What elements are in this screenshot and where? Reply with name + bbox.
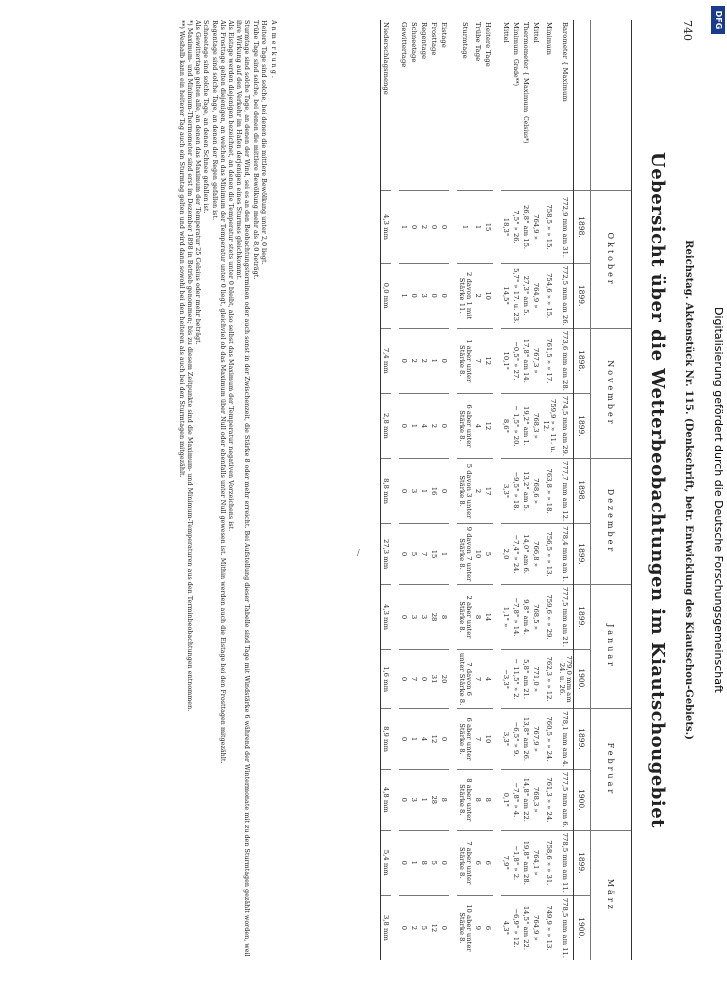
table-cell: 2 — [473, 263, 483, 328]
running-header — [674, 20, 698, 960]
year-header: 1899. — [574, 263, 591, 328]
month-header-row — [591, 20, 632, 960]
table-cell: 8,9 mm — [381, 709, 392, 770]
table-cell: 8 — [439, 769, 449, 830]
row-label-text: Frosttage — [430, 22, 438, 56]
row-label-text: Minimum — [545, 22, 553, 55]
table-cell: 756,5 » » 13. — [541, 524, 557, 585]
row-label: Thermometer { MaximumCelsius*) — [522, 22, 530, 144]
table-row — [511, 20, 521, 960]
table-cell: 20 — [439, 650, 449, 709]
row-label-text: Trübe Tage — [474, 22, 482, 62]
page-number: 740 — [681, 20, 694, 41]
table-cell: 777,5 mm am 21. — [557, 584, 574, 649]
table-cell: 8,6° — [501, 393, 511, 458]
table-cell: 4 — [419, 393, 429, 458]
table-cell: 768,6 » — [531, 459, 541, 524]
table-cell: 12 — [483, 328, 493, 393]
table-cell: 6 aber unter Stärke 8. — [457, 393, 473, 458]
table-cell: 1 — [457, 191, 473, 263]
month-header: Dezember — [591, 459, 632, 585]
table-cell: 7,9° — [501, 830, 511, 895]
table-cell: 764,9 » — [531, 895, 541, 960]
year-header: 1899. — [574, 709, 591, 770]
table-cell: 759,9 » » 11. u. 12. — [541, 393, 557, 458]
year-header: 1899. — [574, 393, 591, 458]
table-cell: 772,5 mm am 26. — [557, 263, 574, 328]
table-cell: −3,3° — [501, 650, 511, 709]
table-cell: 0 — [439, 191, 449, 263]
table-cell: 2,8 mm — [381, 393, 392, 458]
table-row — [409, 20, 419, 960]
table-cell: 778,4 mm am 1. — [557, 524, 574, 585]
table-cell: 10 — [483, 263, 493, 328]
table-cell: 14 — [483, 584, 493, 649]
table-cell: 1 — [419, 459, 429, 524]
table-cell: 0 — [409, 263, 419, 328]
table-cell: 758,6 » » 31. — [541, 830, 557, 895]
footnotes — [178, 20, 278, 960]
table-cell: −7,8° » 14. — [511, 584, 521, 649]
table-cell: 7 aber unter Stärke 8. — [457, 830, 473, 895]
table-cell: 10 — [473, 524, 483, 585]
table-cell: 0 — [429, 263, 439, 328]
table-cell: 5,7° » 17. u. 23. — [511, 263, 521, 328]
table-cell: 2 — [419, 191, 429, 263]
table-cell: 0 — [399, 650, 409, 709]
table-row — [457, 20, 473, 960]
table-cell: 8 aber unter Stärke 8. — [457, 769, 473, 830]
table-cell: −7,8° » 4. — [511, 769, 521, 830]
year-header: 1898. — [574, 191, 591, 263]
table-cell: 777,7 mm am 12. — [557, 459, 574, 524]
table-cell: 5 — [409, 524, 419, 585]
spacer-cell — [391, 20, 399, 960]
table-cell: −1,8° » 2. — [511, 830, 521, 895]
month-header: Januar — [591, 584, 632, 708]
row-label-text: Niederschlagsmenge — [382, 22, 390, 95]
table-cell: 774,5 mm am 29. — [557, 393, 574, 458]
table-cell: 7 — [473, 650, 483, 709]
table-cell: 28 — [429, 769, 439, 830]
table-cell: 1 aber unter Stärke 8. — [457, 328, 473, 393]
year-header: 1898. — [574, 459, 591, 524]
table-cell: 766,8 » — [531, 524, 541, 585]
table-cell: 27,3° am 5. — [521, 263, 531, 328]
table-row — [557, 20, 574, 960]
table-row — [473, 20, 483, 960]
table-cell: 3 — [409, 769, 419, 830]
spacer-row — [391, 20, 399, 960]
row-group: Thermometer — [522, 22, 530, 70]
table-cell: 10 aber unter Stärke 8. — [457, 895, 473, 960]
table-cell: 8 — [439, 584, 449, 649]
table-cell: 761,3 » » 24. — [541, 769, 557, 830]
table-cell: 1 — [409, 709, 419, 770]
table-cell: 28 — [429, 584, 439, 649]
table-cell: 2 aber unter Stärke 8. — [457, 584, 473, 649]
table-cell: 13,8° am 26. — [521, 709, 531, 770]
table-cell: −6,9° » 12. — [511, 895, 521, 960]
table-cell: 19,8° am 28. — [521, 830, 531, 895]
table-cell: 5 — [483, 524, 493, 585]
table-cell: 778,5 mm am 11. — [557, 895, 574, 960]
header-title: Reichstag. Aktenstück Nr. 115. (Denkschrift, betr. Entwicklung des Kiautschou-Gebiets.) — [683, 240, 694, 740]
table-cell: 764,9 » — [531, 263, 541, 328]
table-cell: 1 — [399, 191, 409, 263]
table-cell: 763,8 » » 18. — [541, 459, 557, 524]
table-cell: 1 — [409, 393, 419, 458]
dfg-attribution — [707, 10, 725, 990]
notes-heading: Anmerkung. — [270, 20, 278, 80]
row-label — [457, 20, 473, 191]
table-cell: 0 — [439, 459, 449, 524]
table-cell: 6 — [483, 830, 493, 895]
month-header: Oktober — [591, 191, 632, 328]
table-cell: 8 — [483, 769, 493, 830]
year-header: 1899. — [574, 830, 591, 895]
table-cell: 0 — [439, 328, 449, 393]
table-row — [521, 20, 531, 960]
row-label — [439, 20, 449, 191]
year-header: 1900. — [574, 650, 591, 709]
table-cell: −6,5° » 9. — [511, 709, 521, 770]
table-cell: − 11,5° » 2. — [511, 650, 521, 709]
table-cell: 760,5 » » 24. — [541, 709, 557, 770]
year-header: 1898. — [574, 328, 591, 393]
row-label — [419, 20, 429, 191]
note-line: Trübe Tage sind solche, bei denen die mittlere Bewölkung mehr als 8,0 beträgt. — [251, 20, 260, 280]
table-cell: 0,1° — [501, 769, 511, 830]
table-cell: −7,4° » 24. — [511, 524, 521, 585]
table-cell: −0,5° » 27. — [511, 328, 521, 393]
row-label — [511, 20, 521, 191]
table-cell: 1 — [473, 191, 483, 263]
table-cell: 15 — [429, 524, 439, 585]
table-cell: 2 davon 1 mit Stärke 11. — [457, 263, 473, 328]
year-header: 1899. — [574, 584, 591, 649]
table-cell: 1 — [429, 328, 439, 393]
note-line: Sturmtage sind solche Tage, an denen der Wind, sei es an den Beobachtungsterminen oder auch sonst in der Zwischenzeit, die Stärke 8 oder mehr erreicht. Bei Aufstellung dieser Tabelle sind Tage mit Windstärke 6 während der Wintermonate mit zu den Sturmtagen gezählt worden, weil ihre Wirkung auf den Verkehr im Hafen derjenigen eines Sturmes gleichkommt. — [235, 20, 252, 957]
table-cell: 0,0 mm — [381, 263, 392, 328]
table-cell: 19,2° am 1. — [521, 393, 531, 458]
month-header: November — [591, 328, 632, 458]
table-row — [483, 20, 493, 960]
table-row — [501, 20, 511, 960]
table-cell: 5 davon 3 unter Stärke 8. — [457, 459, 473, 524]
table-cell: 771,0 » — [531, 650, 541, 709]
table-row — [531, 20, 541, 960]
table-cell: 18,3° — [501, 191, 511, 263]
note-line: Schneetage sind solche Tage, an denen Schnee gefallen ist. — [202, 20, 211, 214]
weather-table — [380, 20, 632, 960]
row-group: Barometer — [561, 22, 569, 59]
table-cell: 749,9 » » 13. — [541, 895, 557, 960]
table-cell: 4,3° — [501, 895, 511, 960]
table-cell: 10 — [483, 709, 493, 770]
table-cell: 3,3° — [501, 709, 511, 770]
table-cell: 17 — [483, 459, 493, 524]
table-cell: 6 aber unter Stärke 8. — [457, 709, 473, 770]
row-label-text: Maximum — [522, 77, 530, 113]
table-cell: 6 — [483, 895, 493, 960]
row-label-text: Mittel — [532, 22, 540, 43]
table-cell: 7 — [419, 524, 429, 585]
row-label: Barometer { Maximum — [561, 22, 569, 102]
table-cell: 6 — [473, 830, 483, 895]
spacer-cell — [493, 20, 501, 960]
table-cell: 4 — [473, 393, 483, 458]
table-cell: 8 — [473, 584, 483, 649]
table-cell: 1,6 mm — [381, 650, 392, 709]
year-header: 1900. — [574, 769, 591, 830]
notes-lines — [178, 20, 268, 960]
year-header: 1899. — [574, 524, 591, 585]
table-cell: 772,9 mm am 31. — [557, 191, 574, 263]
table-cell: 9 davon 7 unter Stärke 8. — [457, 524, 473, 585]
note-line: **) Weshalb kann ein heiterer Tag auch ein Sturmtag gelten und wird dann sowohl bei den heiteren als auch bei den Sturmtagen mitgezählt. — [177, 20, 186, 478]
note-line: Als Gewittertage gelten alle, an denen das Maximum der Temperatur 25 Celsius oder mehr beträgt. — [194, 20, 203, 345]
table-cell: 3,3° — [501, 459, 511, 524]
table-cell: 773,6 mm am 28. — [557, 328, 574, 393]
table-cell: 3,8 mm — [381, 895, 392, 960]
row-label — [409, 20, 419, 191]
row-label-text: Sturmtage — [461, 22, 469, 59]
table-cell: 31 — [429, 650, 439, 709]
table-cell: 9,8° am 4. — [521, 584, 531, 649]
table-cell: 0 — [399, 524, 409, 585]
row-label — [541, 20, 557, 191]
table-cell: 8,8 mm — [381, 459, 392, 524]
table-cell: 16 — [429, 459, 439, 524]
table-cell: 8 — [473, 769, 483, 830]
table-cell: 4,8 mm — [381, 769, 392, 830]
table-cell: 7 — [409, 650, 419, 709]
table-cell: 768,3 » — [531, 769, 541, 830]
table-row — [399, 20, 409, 960]
note-line: Regentage sind solche Tage, an denen der Regen gefallen ist. — [210, 20, 219, 221]
table-cell: 768,3 » — [531, 393, 541, 458]
table-cell: 5 — [419, 895, 429, 960]
table-cell: 14,8° am 22. — [521, 769, 531, 830]
row-label — [531, 20, 541, 191]
corner-cell — [591, 20, 632, 191]
note-line: *) Maximum- und Minimum-Thermometer sind erst im Dezember 1898 in Betrieb genommen; bis zu diesem Zeitpunkte sind die Maximum- und Minimum-Temperaturen aus den Terminbeobachtungen entnommen. — [185, 20, 194, 712]
table-row — [429, 20, 439, 960]
table-cell: 777,5 mm am 6. — [557, 769, 574, 830]
year-header-row — [574, 20, 591, 960]
corner-cell — [574, 20, 591, 191]
row-label — [501, 20, 511, 191]
table-cell: 764,9 » — [531, 191, 541, 263]
table-cell: 767,9 » — [531, 709, 541, 770]
table-cell: 3 — [419, 263, 429, 328]
table-cell: 0 — [399, 769, 409, 830]
table-row — [439, 20, 449, 960]
row-label — [381, 20, 392, 191]
table-cell: 3 — [419, 584, 429, 649]
table-cell: 758,5 » » 15. — [541, 191, 557, 263]
scan-mark: / — [357, 548, 360, 557]
table-cell: 26,8° am 15. — [521, 191, 531, 263]
table-cell: 0 — [399, 459, 409, 524]
table-cell: 17,8° am 14. — [521, 328, 531, 393]
spacer-cell — [449, 20, 457, 960]
year-header: 1900. — [574, 895, 591, 960]
table-row — [541, 20, 557, 960]
row-label-text: Gewittertage — [400, 22, 408, 68]
table-cell: 0 — [439, 393, 449, 458]
table-cell: 762,3 » » 12. — [541, 650, 557, 709]
table-cell: − 1,5° » 20. — [511, 393, 521, 458]
table-cell: 5,4 mm — [381, 830, 392, 895]
month-header: Februar — [591, 709, 632, 831]
table-cell: 4 — [419, 709, 429, 770]
table-cell: 27,3 mm — [381, 524, 392, 585]
table-cell: 0 — [399, 328, 409, 393]
table-cell: 7,5° » 26. — [511, 191, 521, 263]
table-cell: 0 — [439, 263, 449, 328]
table-cell: 7 — [473, 709, 483, 770]
table-cell: 13,2° am 5. — [521, 459, 531, 524]
table-cell: 12 — [429, 895, 439, 960]
table-cell: 12 — [429, 709, 439, 770]
table-cell: 2,0 — [501, 524, 511, 585]
table-cell: 768,5 » — [531, 584, 541, 649]
table-cell: 10,1° — [501, 328, 511, 393]
table-cell: 0 — [409, 191, 419, 263]
row-sublabel: Celsius*) — [522, 116, 529, 144]
row-label — [473, 20, 483, 191]
table-cell: 0 — [399, 895, 409, 960]
table-cell: 2 — [473, 459, 483, 524]
table-cell: 1 — [399, 263, 409, 328]
table-cell: 3 — [409, 584, 419, 649]
row-label — [429, 20, 439, 191]
table-cell: 0 — [439, 895, 449, 960]
table-cell: 0 — [429, 191, 439, 263]
row-sublabel: Grade**) — [512, 58, 519, 86]
table-cell: 0 — [399, 709, 409, 770]
table-cell: 2 — [429, 393, 439, 458]
table-cell: 8 — [419, 830, 429, 895]
table-cell: 14,0° am 6. — [521, 524, 531, 585]
table-cell: 0 — [399, 830, 409, 895]
table-cell: 754,6 » » 15. — [541, 263, 557, 328]
spacer-row — [493, 20, 501, 960]
note-line: Als Frosttage gelten diejenigen, an welchen das Minimum der Temperatur unter 0 liegt, gleichviel ob das Maximum über Null oder ebenfalls unter Null gewesen ist. Mithin werden auch die Eistage bei den Frosttagen mitgezählt. — [218, 20, 227, 764]
row-label — [399, 20, 409, 191]
table-cell: 5,8° am 21. — [521, 650, 531, 709]
table-cell: 5 — [429, 830, 439, 895]
table-cell: 2 — [419, 328, 429, 393]
table-cell: 1 — [439, 524, 449, 585]
dfg-logo — [711, 6, 725, 34]
table-title: Uebersicht über die Wetterbeobachtungen im Kiautschougebiet — [647, 152, 668, 828]
table-cell: 767,3 » — [531, 328, 541, 393]
month-header: März — [591, 830, 632, 960]
table-cell: 764,1 » — [531, 830, 541, 895]
table-cell: 4,3 mm — [381, 584, 392, 649]
table-cell: 12 — [483, 393, 493, 458]
spacer-row — [449, 20, 457, 960]
table-cell: 7 davon 6 unter Stärke 8. — [457, 650, 473, 709]
table-cell: 1 — [409, 830, 419, 895]
table-cell: 15 — [483, 191, 493, 263]
table-row — [381, 20, 392, 960]
table-cell: 1 — [419, 769, 429, 830]
row-label-text: Minimum — [512, 22, 520, 55]
table-cell: 1,1° » — [501, 584, 511, 649]
table-cell: 779,0 mm am 24. u. 26. — [557, 650, 574, 709]
row-label-text: Regentage — [420, 22, 428, 60]
table-cell: 0 — [399, 393, 409, 458]
table-cell: 9 — [473, 895, 483, 960]
dfg-logo-text: DFG — [714, 10, 723, 30]
note-line: Heitere Tage sind solche, bei denen die mittlere Bewölkung unter 2,0 liegt. — [259, 20, 268, 265]
row-label-text: Eistage — [440, 22, 448, 48]
note-line: Als Eistage werden diejenigen bezeichnet, an denen die Temperatur stets unter 0 bleibt, also selbst das Maximum der Temperatur negativen Vorzeichens ist. — [226, 20, 235, 532]
table-cell: 7,4 mm — [381, 328, 392, 393]
table-cell: 759,6 » » 29. — [541, 584, 557, 649]
table-cell: 0 — [399, 584, 409, 649]
table-cell: 7 — [473, 328, 483, 393]
table-cell: 0 — [419, 650, 429, 709]
row-label-text: Heitere Tage — [484, 22, 492, 67]
table-cell: 0 — [439, 709, 449, 770]
table-cell: 2 — [409, 895, 419, 960]
table-row — [419, 20, 429, 960]
rotated-page-content — [58, 20, 698, 960]
table-cell: 0 — [439, 830, 449, 895]
table-cell: 4,3 mm — [381, 191, 392, 263]
table-cell: −9,5° » 18. — [511, 459, 521, 524]
table-cell: 778,1 mm am 4. — [557, 709, 574, 770]
table-cell: 4 — [483, 650, 493, 709]
table-cell: 761,5 » » 17. — [541, 328, 557, 393]
table-cell: 2 — [409, 328, 419, 393]
dfg-attribution-text: Digitalisierung gefördert durch die Deutsche Forschungsgemeinschaft — [712, 307, 725, 693]
table-cell: 14,5° am 22. — [521, 895, 531, 960]
table-body — [381, 20, 574, 960]
row-label — [483, 20, 493, 191]
table-cell: 778,5 mm am 11. — [557, 830, 574, 895]
row-label-text: Schneetage — [410, 22, 418, 63]
table-cell: 14,5° — [501, 263, 511, 328]
row-label-text: Maximum — [561, 67, 569, 102]
table-cell: 3 — [409, 459, 419, 524]
row-label-text: Mittel — [502, 22, 510, 43]
